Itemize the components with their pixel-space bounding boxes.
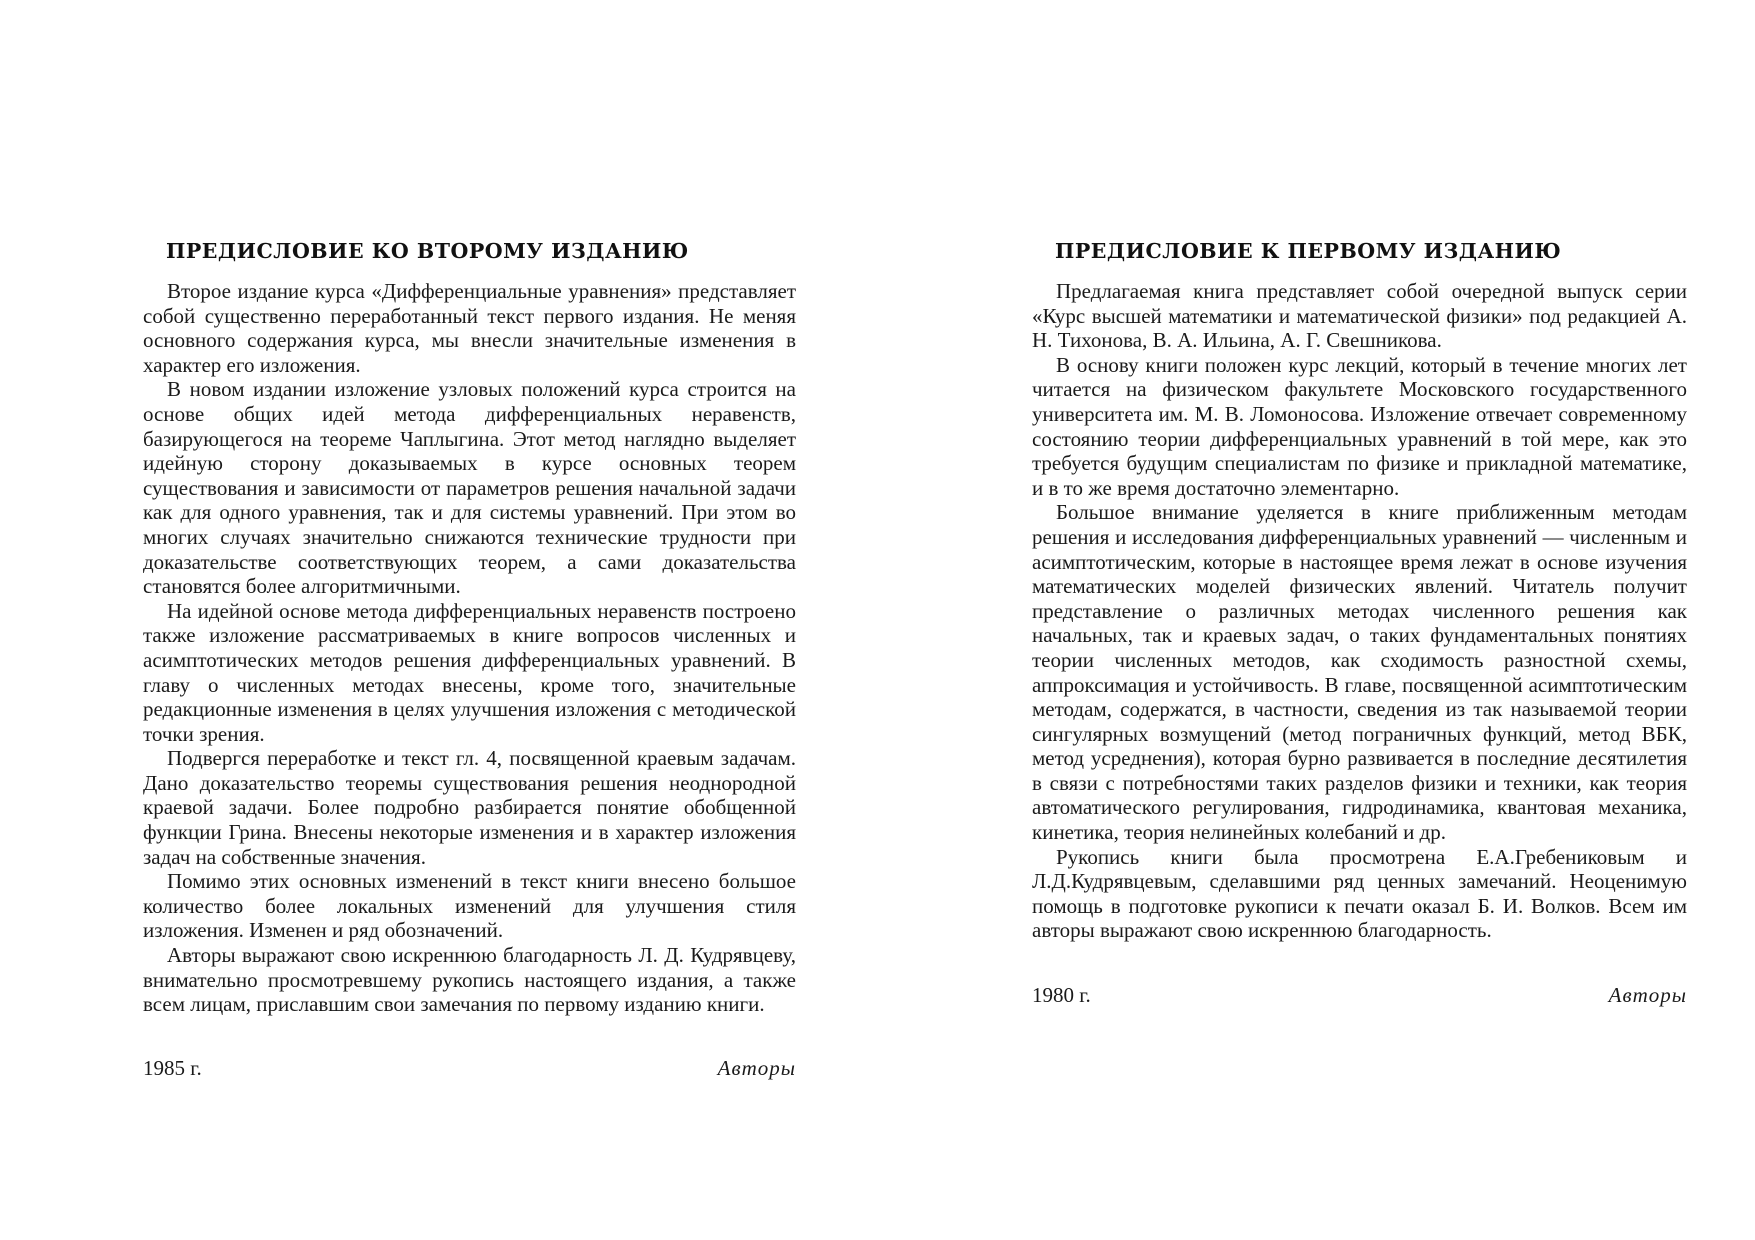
right-page-heading: ПРЕДИСЛОВИЕ К ПЕРВОМУ ИЗДАНИЮ [1055, 239, 1562, 263]
left-year: 1985 г. [143, 1056, 202, 1080]
left-signature: Авторы [717, 1056, 796, 1080]
right-paragraph: Предлагаемая книга представляет собой очередной выпуск серии «Курс высшей математики и математической физики» под редакцией А. Н. Тихонова, В. А. Ильина, А. Г. Свешникова. [1032, 279, 1687, 353]
right-paragraph: Большое внимание уделяется в книге приближенным методам решения и исследования дифференциальных уравнений — численным и асимптотическим, которые в настоящее время лежат в основе изучения математических моделей физических явлений. Читатель получит представление о различных методах численного решения как начальных, так и краевых задач, о таких фундаментальных понятиях теории численных методов, как сходимость разностной схемы, аппроксимация и устойчивость. В главе, посвященной асимптотическим методам, содержатся, в частности, сведения из так называемой теории сингулярных возмущений (метод пограничных функций, метод ВБК, метод усреднения), которая бурно развивается в последние десятилетия в связи с потребностями таких разделов физики и техники, как теория автоматического регулирования, гидродинамика, квантовая механика, кинетика, теория нелинейных колебаний и др. [1032, 500, 1687, 845]
left-paragraph: Второе издание курса «Дифференциальные уравнения» представляет собой существенно переработанный текст первого издания. Не меняя основного содержания курса, мы внесли значительные изменения в характер его изложения. [143, 279, 796, 377]
right-paragraph: Рукопись книги была просмотрена Е.А.Гребениковым и Л.Д.Кудрявцевым, сделавшими ряд ценных замечаний. Неоценимую помощь в подготовке рукописи к печати оказал Б. И. Волков. Всем им авторы выражают свою искреннюю благодарность. [1032, 844, 1687, 943]
left-paragraph: Подвергся переработке и текст гл. 4, посвященной краевым задачам. Дано доказательство теоремы существования решения неоднородной краевой задачи. Более подробно разбирается понятие обобщенной функции Грина. Внесены некоторые изменения и в характер изложения задач на собственные значения. [143, 746, 796, 869]
right-paragraph: В основу книги положен курс лекций, который в течение многих лет читается на физическом факультете Московского государственного университета им. М. В. Ломоносова. Изложение отвечает современному состоянию теории дифференциальных уравнений в той мере, как это требуется будущим специалистам по физике и прикладной математике, и в то же время достаточно элементарно. [1032, 352, 1687, 500]
right-page [1032, 0, 1687, 1240]
right-page-body [1032, 279, 1687, 943]
right-signature: Авторы [1608, 983, 1687, 1007]
left-page-body [143, 279, 796, 1017]
left-paragraph: Авторы выражают свою искреннюю благодарность Л. Д. Кудрявцеву, внимательно просмотревшему рукопись настоящего издания, а также всем лицам, приславшим свои замечания по первому изданию книги. [143, 943, 796, 1017]
left-paragraph: На идейной основе метода дифференциальных неравенств построено также изложение рассматриваемых в книге вопросов численных и асимптотических методов решения дифференциальных уравнений. В главу о численных методах внесены, кроме того, значительные редакционные изменения в целях улучшения изложения с методической точки зрения. [143, 598, 796, 746]
right-year: 1980 г. [1032, 983, 1091, 1007]
left-page [143, 0, 796, 1240]
left-paragraph: В новом издании изложение узловых положений курса строится на основе общих идей метода дифференциальных неравенств, базирующегося на теореме Чаплыгина. Этот метод наглядно выделяет идейную сторону доказываемых в курсе основных теорем существования и зависимости от параметров решения начальной задачи как для одного уравнения, так и для системы уравнений. При этом во многих случаях значительно снижаются технические трудности при доказательстве соответствующих теорем, а сами доказательства становятся более алгоритмичными. [143, 377, 796, 599]
left-page-heading: ПРЕДИСЛОВИЕ КО ВТОРОМУ ИЗДАНИЮ [166, 239, 689, 263]
left-signoff [143, 1056, 796, 1080]
right-signoff [1032, 983, 1687, 1007]
left-paragraph: Помимо этих основных изменений в текст книги внесено большое количество более локальных изменений для улучшения стиля изложения. Изменен и ряд обозначений. [143, 869, 796, 943]
